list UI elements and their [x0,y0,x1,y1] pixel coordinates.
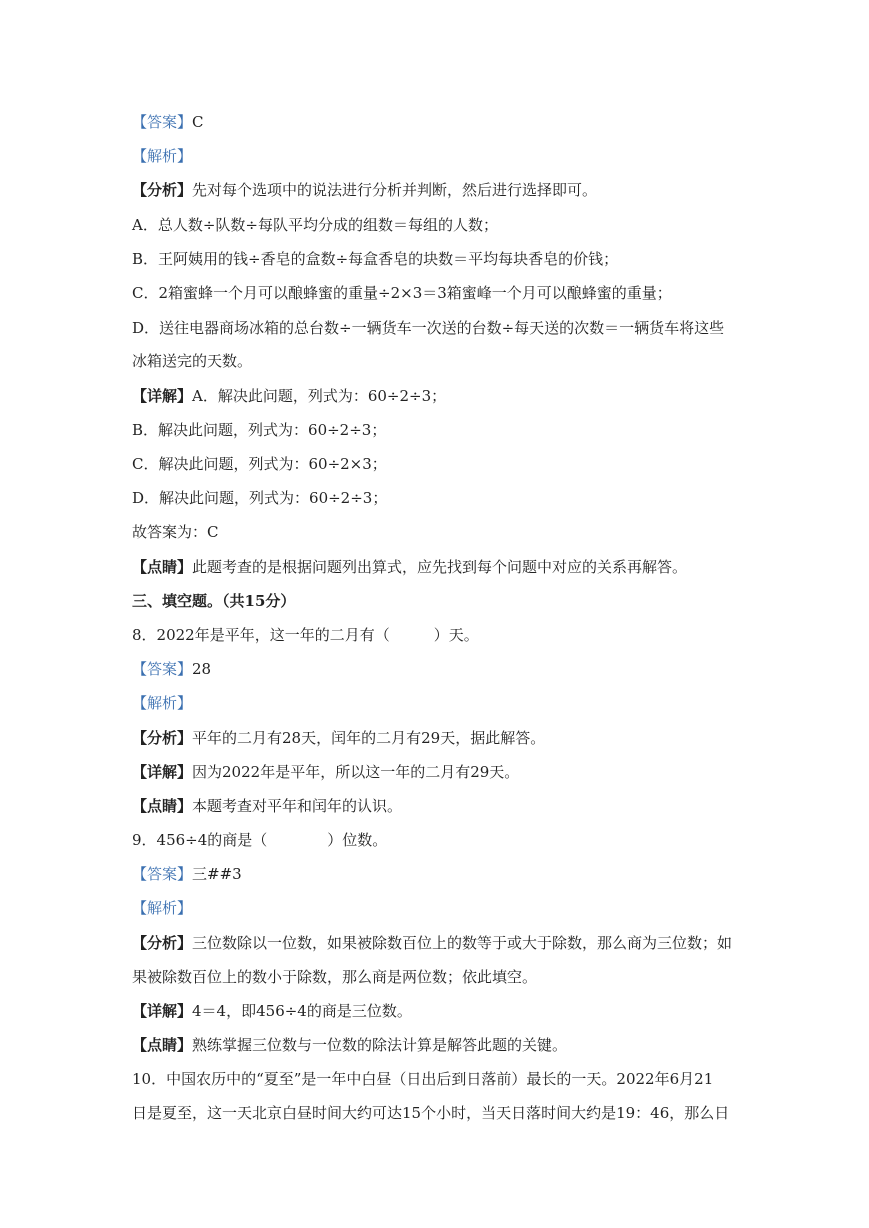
fenxi-text: 先对每个选项中的说法进行分析并判断，然后进行选择即可。 [192,181,598,199]
q9-answer-line [132,864,742,884]
q9-dianjing-line [132,1035,742,1055]
q8-answer-line [132,659,742,679]
q8-dianjing-line [132,796,742,816]
q7-answer-line [132,112,742,132]
dianjing-text: 此题考查的是根据问题列出算式，应先找到每个问题中对应的关系再解答。 [192,558,688,576]
q7-fenxi-line [132,180,742,200]
q8-fenxi-line [132,728,742,748]
answer-label: 【答案】 [132,660,193,678]
q7-xiangjie-c: C．解决此问题，列式为：60÷2×3； [132,455,387,473]
answer-label: 【答案】 [132,865,193,883]
dianjing-text: 本题考查对平年和闰年的认识。 [192,797,403,815]
q9-question [132,830,742,850]
q7-xiangjie-b: B．解决此问题，列式为：60÷2÷3； [132,421,387,439]
q9-question-pre: 9．456÷4的商是（ [132,831,268,849]
q8-analysis-label: 【解析】 [132,694,193,712]
q7-option-c: C．2箱蜜蜂一个月可以酿蜂蜜的重量÷2×3＝3箱蜜峰一个月可以酿蜂蜜的重量； [132,284,672,302]
q7-analysis-label: 【解析】 [132,147,193,165]
fenxi-label: 【分析】 [132,181,193,199]
q7-option-d-line2: 冰箱送完的天数。 [132,352,253,370]
dianjing-label: 【点睛】 [132,1036,193,1054]
q9-xiangjie-line [132,1001,742,1021]
q7-xiangjie-line [132,386,742,406]
q9-fenxi-line2: 果被除数百位上的数小于除数，那么商是两位数；依此填空。 [132,968,538,986]
answer-value: C [192,113,204,131]
xiangjie-a: A．解决此问题，列式为：60÷2÷3； [192,387,447,405]
xiangjie-label: 【详解】 [132,1002,193,1020]
q7-dianjing-line [132,557,742,577]
q8-xiangjie-line [132,762,742,782]
q7-xiangjie-d: D．解决此问题，列式为：60÷2÷3； [132,489,388,507]
q10-question-line1: 10．中国农历中的“夏至”是一年中白昼（日出后到日落前）最长的一天。2022年6月21 [132,1070,714,1088]
q9-question-post: ）位数。 [327,831,388,849]
q9-analysis-label: 【解析】 [132,899,193,917]
dianjing-label: 【点睛】 [132,797,193,815]
answer-value: 28 [192,660,212,678]
q9-fenxi-line1 [132,933,742,953]
xiangjie-text: 因为2022年是平年，所以这一年的二月有29天。 [192,763,520,781]
answer-label: 【答案】 [132,113,193,131]
dianjing-text: 熟练掌握三位数与一位数的除法计算是解答此题的关键。 [192,1036,568,1054]
dianjing-label: 【点睛】 [132,558,193,576]
q8-question [132,625,742,645]
q7-option-d-line1: D．送往电器商场冰箱的总台数÷一辆货车一次送的台数÷每天送的次数＝一辆货车将这些 [132,319,725,337]
fenxi-label: 【分析】 [132,729,193,747]
q7-option-a: A．总人数÷队数÷每队平均分成的组数＝每组的人数； [132,216,498,234]
xiangjie-label: 【详解】 [132,387,193,405]
fenxi-text: 三位数除以一位数，如果被除数百位上的数等于或大于除数，那么商为三位数；如 [192,934,733,952]
section-title: 三、填空题。（共15分） [132,592,296,610]
answer-value: 三##3 [192,865,242,883]
fenxi-label: 【分析】 [132,934,193,952]
q7-conclusion: 故答案为：C [132,523,219,541]
xiangjie-text: 4＝4，即456÷4的商是三位数。 [192,1002,412,1020]
q7-option-b: B．王阿姨用的钱÷香皂的盒数÷每盒香皂的块数＝平均每块香皂的价钱； [132,250,619,268]
fenxi-text: 平年的二月有28天，闰年的二月有29天，据此解答。 [192,729,546,747]
q10-question-line2: 日是夏至，这一天北京白昼时间大约可达15个小时，当天日落时间大约是19：46，那么日 [132,1104,730,1122]
xiangjie-label: 【详解】 [132,763,193,781]
q8-question-pre: 8．2022年是平年，这一年的二月有（ [132,626,390,644]
q8-question-post: ）天。 [433,626,479,644]
